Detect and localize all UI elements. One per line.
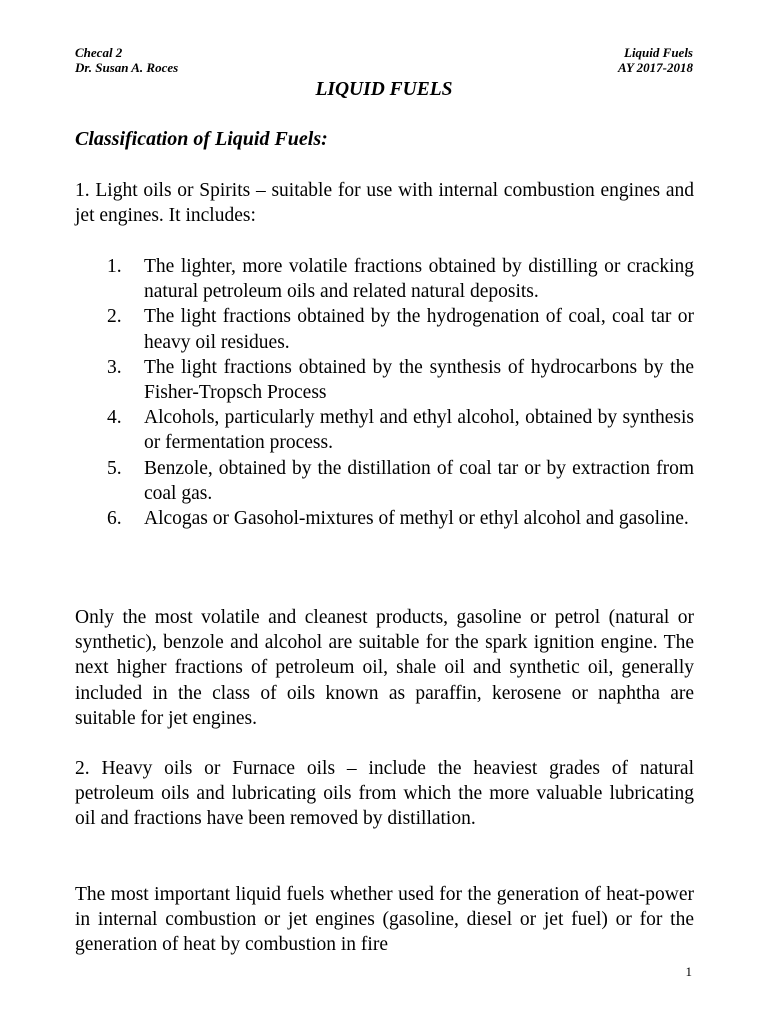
list-item-text: The light fractions obtained by the hydrogenation of coal, coal tar or heavy oil residues. [144, 306, 694, 353]
list-item [107, 456, 694, 506]
paragraph-heavy-oils: 2. Heavy oils or Furnace oils – include the heaviest grades of natural petroleum oils and lubricating oils from which the more valuable lubricating oil and fractions have been removed by distillation. [75, 758, 694, 830]
list-item-number: 3. [107, 356, 122, 378]
section-heading: Classification of Liquid Fuels: [75, 128, 328, 150]
header-topic: Liquid Fuels [624, 45, 693, 60]
page-title: LIQUID FUELS [315, 79, 453, 100]
list-item-text: Alcohols, particularly methyl and ethyl alcohol, obtained by synthesis or fermentation process. [144, 407, 694, 454]
list-item [107, 304, 694, 354]
header-course: Checal 2 [75, 45, 123, 60]
list-item-text: The light fractions obtained by the synthesis of hydrocarbons by the Fisher-Tropsch Process [144, 356, 694, 404]
list-item-number: 2. [107, 306, 122, 328]
list-item [107, 506, 694, 531]
list-item-number: 4. [107, 407, 122, 429]
paragraph-important-fuels: The most important liquid fuels whether used for the generation of heat-power in internal combustion or jet engines (gasoline, diesel or jet fuel) or for the generation of heat by combustion in fire [75, 884, 694, 956]
paragraph-spark-ignition: Only the most volatile and cleanest products, gasoline or petrol (natural or synthetic), benzole and alcohol are suitable for the spark ignition engine. The next higher fractions of petroleum oil, shale oil and synthetic oil, generally included in the class of oils known as paraffin, kerosene or naphtha are suitable for jet engines. [75, 607, 694, 729]
light-oils-list [107, 254, 694, 531]
list-item-number: 5. [107, 457, 122, 479]
page-number: 1 [685, 964, 692, 979]
header-year: AY 2017-2018 [618, 60, 693, 75]
header-right [618, 45, 693, 75]
list-item-number: 6. [107, 508, 122, 530]
list-item [107, 254, 694, 304]
list-item-text: The lighter, more volatile fractions obtained by distilling or cracking natural petroleum oils and related natural deposits. [144, 256, 694, 303]
list-item-number: 1. [107, 256, 122, 277]
list-item-text: Alcogas or Gasohol-mixtures of methyl or ethyl alcohol and gasoline. [144, 508, 689, 530]
list-item-text: Benzole, obtained by the distillation of coal tar or by extraction from coal gas. [144, 457, 694, 504]
header-left [75, 45, 178, 75]
list-item [107, 355, 694, 405]
list-item [107, 405, 694, 455]
paragraph-light-oils: 1. Light oils or Spirits – suitable for use with internal combustion engines and jet engines. It includes: [75, 180, 694, 227]
header-instructor: Dr. Susan A. Roces [75, 60, 179, 75]
